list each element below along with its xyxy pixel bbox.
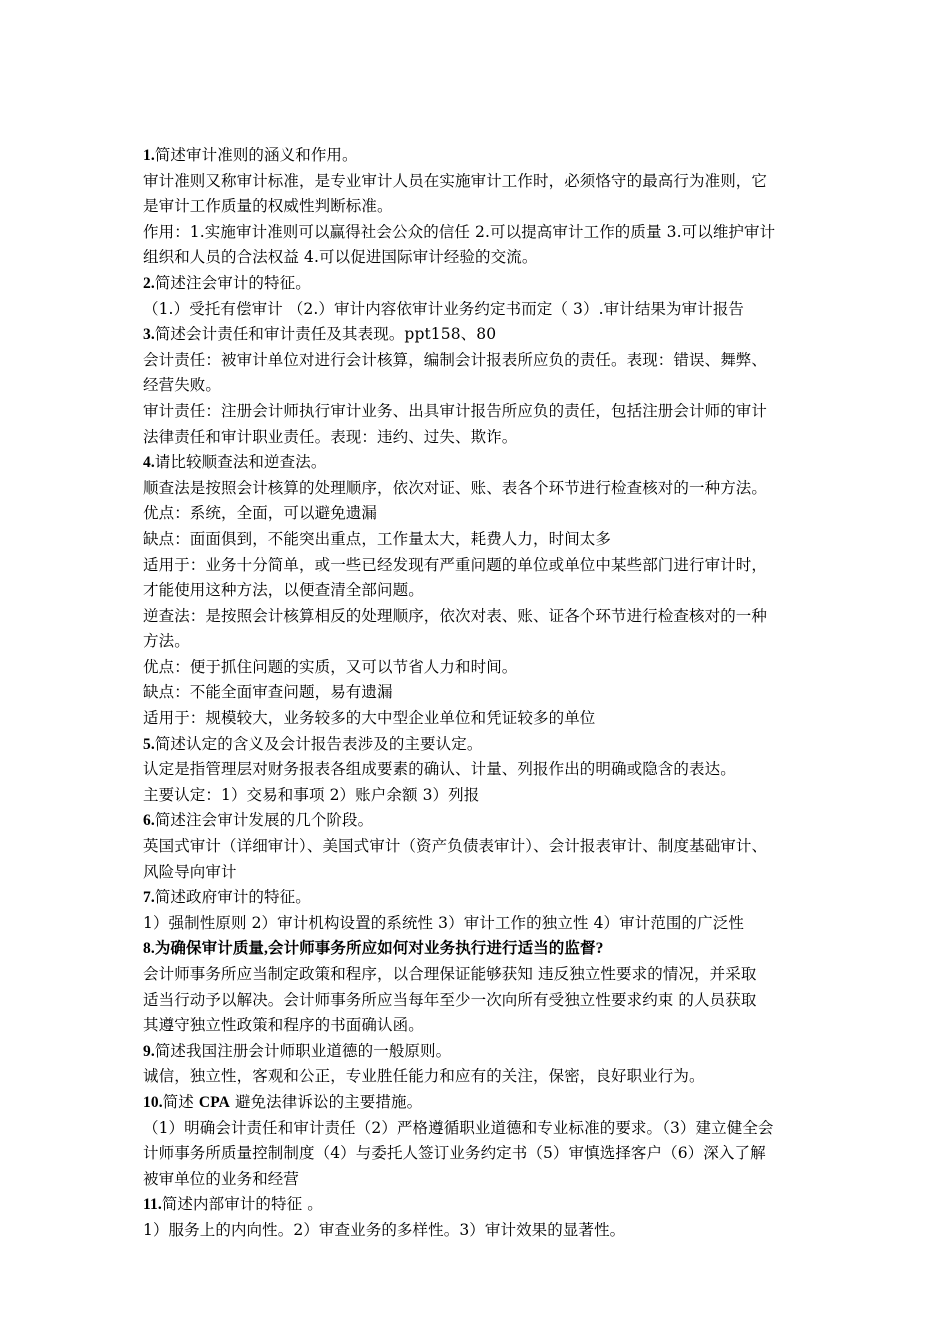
q11-title xyxy=(143,1192,811,1218)
q10-answer-line: 被审单位的业务和经营 xyxy=(143,1169,300,1188)
q9-title xyxy=(143,1039,811,1065)
q11-number: 11. xyxy=(143,1196,162,1214)
q4-answer-line: 缺点：面面俱到，不能突出重点，工作量太大，耗费人力，时间太多 xyxy=(143,529,612,548)
q8-number: 8. xyxy=(143,940,155,958)
q5-answer-line: 主要认定：1）交易和事项 2）账户余额 3）列报 xyxy=(143,785,480,804)
q3-answer-line: 会计责任：被审计单位对进行会计核算，编制会计报表所应负的责任。表现：错误、舞弊、 xyxy=(143,350,768,369)
q6-number: 6. xyxy=(143,812,155,830)
q5-title-text: 简述认定的含义及会计报告表涉及的主要认定。 xyxy=(154,734,483,753)
q5-title xyxy=(143,732,811,758)
q7-answer-line: 1）强制性原则 2）审计机构设置的系统性 3）审计工作的独立性 4）审计范围的广泛性 xyxy=(143,913,744,932)
q1-answer-line: 审计准则又称审计标准，是专业审计人员在实施审计工作时，必须恪守的最高行为准则，它 xyxy=(143,171,768,190)
q1-answer-line: 是审计工作质量的权威性判断标准。 xyxy=(143,197,393,216)
q7-title-text: 简述政府审计的特征。 xyxy=(154,888,311,907)
q10-title-text: 简述 CPA 避免法律诉讼的主要措施。 xyxy=(162,1092,423,1111)
q3-answer-line: 审计责任：注册会计师执行审计业务、出具审计报告所应负的责任，包括注册会计师的审计 xyxy=(143,401,768,420)
q4-answer-line: 优点：系统，全面，可以避免遗漏 xyxy=(143,504,378,523)
q11-answer-line: 1）服务上的内向性。2）审查业务的多样性。3）审计效果的显著性。 xyxy=(143,1220,626,1239)
q6-answer-line: 英国式审计（详细审计）、美国式审计（资产负债表审计）、会计报表审计、制度基础审计、 xyxy=(143,837,768,856)
q4-answer-line: 逆查法：是按照会计核算相反的处理顺序，依次对表、账、证各个环节进行检查核对的一种 xyxy=(143,606,768,625)
q5-answer-line: 认定是指管理层对财务报表各组成要素的确认、计量、列报作出的明确或隐含的表达。 xyxy=(143,760,736,779)
q2-number: 2. xyxy=(143,274,155,292)
q10-answer-line: 计师事务所质量控制制度（4）与委托人签订业务约定书（5）审慎选择客户（6）深入了解 xyxy=(143,1144,766,1163)
q1-number: 1. xyxy=(143,147,155,164)
q1-title xyxy=(143,143,811,169)
q6-title-text: 简述注会审计发展的几个阶段。 xyxy=(154,811,374,830)
q2-title xyxy=(143,271,811,297)
q8-answer-line: 适当行动予以解决。会计师事务所应当每年至少一次向所有受独立性要求约束 的人员获取 xyxy=(143,990,757,1009)
q3-answer-line: 法律责任和审计职业责任。表现：违约、过失、欺诈。 xyxy=(143,427,518,446)
q6-title xyxy=(143,808,811,834)
q8-answer-line: 会计师事务所应当制定政策和程序，以合理保证能够获知 违反独立性要求的情况，并采取 xyxy=(143,965,757,983)
q4-answer-line: 顺查法是按照会计核算的处理顺序，依次对证、账、表各个环节进行检查核对的一种方法。 xyxy=(143,478,768,497)
q9-number: 9. xyxy=(143,1042,155,1060)
q2-answer-line: （1.）受托有偿审计 （2.）审计内容依审计业务约定书而定（ 3）.审计结果为审计报告 xyxy=(143,299,745,318)
q4-title-text: 请比较顺查法和逆查法。 xyxy=(154,453,327,472)
q3-title-text: 简述会计责任和审计责任及其表现。ppt158、80 xyxy=(154,325,497,344)
document-body xyxy=(143,143,811,1244)
q4-answer-line: 才能使用这种方法，以便查清全部问题。 xyxy=(143,581,424,600)
q10-number: 10. xyxy=(143,1093,163,1111)
q7-title xyxy=(143,885,811,911)
q4-answer-line: 方法。 xyxy=(143,632,190,651)
q4-answer-line: 优点：便于抓住问题的实质，又可以节省人力和时间。 xyxy=(143,657,518,676)
q4-answer-line: 适用于：业务十分简单，或一些已经发现有严重问题的单位或单位中某些部门进行审计时， xyxy=(143,555,768,574)
q1-answer-line: 作用：1.实施审计准则可以赢得社会公众的信任 2.可以提高审计工作的质量 3.可以维护审计 xyxy=(143,222,776,241)
q8-title-text: 为确保审计质量,会计师事务所应如何对业务执行进行适当的监督? xyxy=(154,940,604,958)
q3-title xyxy=(143,322,811,348)
q4-answer-line: 适用于：规模较大，业务较多的大中型企业单位和凭证较多的单位 xyxy=(143,709,596,728)
q4-number: 4. xyxy=(143,454,155,472)
q1-answer-line: 组织和人员的合法权益 4.可以促进国际审计经验的交流。 xyxy=(143,248,538,267)
q8-answer-line: 其遵守独立性政策和程序的书面确认函。 xyxy=(143,1016,424,1035)
q1-title-text: 简述审计准则的涵义和作用。 xyxy=(154,146,358,164)
q3-number: 3. xyxy=(143,326,155,344)
q9-answer-line: 诚信，独立性，客观和公正，专业胜任能力和应有的关注，保密，良好职业行为。 xyxy=(143,1067,705,1086)
q10-title xyxy=(143,1090,811,1116)
q9-title-text: 简述我国注册会计师职业道德的一般原则。 xyxy=(154,1041,452,1060)
q6-answer-line: 风险导向审计 xyxy=(143,862,237,881)
q3-answer-line: 经营失败。 xyxy=(143,376,222,395)
q4-title xyxy=(143,450,811,476)
q4-answer-line: 缺点：不能全面审查问题，易有遗漏 xyxy=(143,683,393,702)
q5-number: 5. xyxy=(143,735,155,753)
q11-title-text: 简述内部审计的特征 。 xyxy=(161,1195,323,1214)
q10-answer-line: （1）明确会计责任和审计责任（2）严格遵循职业道德和专业标准的要求。（3）建立健全会 xyxy=(143,1118,774,1137)
q2-title-text: 简述注会审计的特征。 xyxy=(154,273,311,292)
cpa-abbreviation: CPA xyxy=(198,1093,230,1111)
q7-number: 7. xyxy=(143,889,155,907)
q8-title xyxy=(143,936,811,962)
